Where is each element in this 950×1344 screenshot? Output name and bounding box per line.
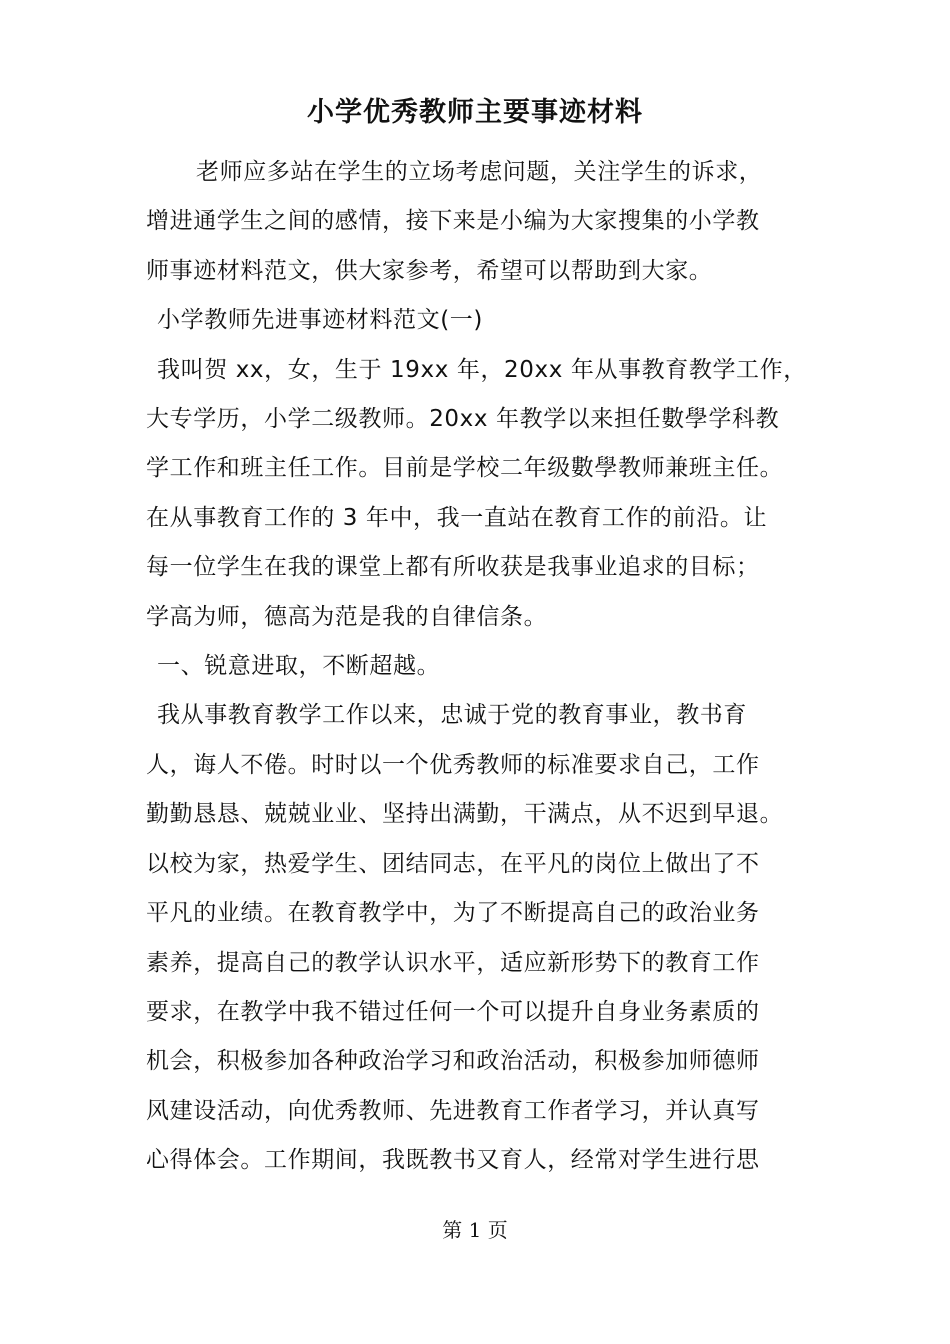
paragraph-line: 平凡的业绩。在教育教学中，为了不断提高自己的政治业务 (146, 900, 760, 927)
paragraph-line: 机会，积极参加各种政治学习和政治活动，积极参加师德师 (146, 1048, 760, 1075)
paragraph-line: 风建设活动，向优秀教师、先进教育工作者学习，并认真写 (146, 1097, 760, 1124)
paragraph-line: 以校为家，热爱学生、团结同志，在平凡的岗位上做出了不 (146, 850, 760, 877)
paragraph-line: 勤勤恳恳、兢兢业业、坚持出满勤，干满点，从不迟到早退。 (146, 801, 784, 828)
document-title: 小学优秀教师主要事迹材料 (307, 97, 643, 128)
paragraph-line: 我从事教育教学工作以来，忠诚于党的教育事业，教书育 (157, 702, 747, 729)
section-heading: 小学教师先进事迹材料范文(一) (157, 307, 483, 334)
paragraph-line: 师事迹材料范文，供大家参考，希望可以帮助到大家。 (146, 257, 713, 284)
paragraph-line: 在从事教育工作的 3 年中，我一直站在教育工作的前沿。让 (146, 504, 768, 531)
document-body (146, 148, 836, 1186)
paragraph-line: 学工作和班主任工作。目前是学校二年级數學教师兼班主任。 (146, 455, 784, 482)
paragraph-line: 大专学历，小学二级教师。20xx 年教学以来担任數學学科教 (146, 406, 780, 433)
section-heading: 一、锐意进取，不断超越。 (157, 653, 441, 680)
paragraph-line: 素养，提高自己的教学认识水平，适应新形势下的教育工作 (146, 949, 760, 976)
paragraph-line: 每一位学生在我的课堂上都有所收获是我事业追求的目标； (146, 554, 760, 581)
paragraph-line: 我叫贺 xx，女，生于 19xx 年，20xx 年从事教育教学工作， (157, 356, 807, 383)
paragraph-line: 心得体会。工作期间，我既教书又育人，经常对学生进行思 (146, 1147, 760, 1174)
page-number: 第 1 页 (442, 1218, 508, 1242)
paragraph-line: 增进通学生之间的感情，接下来是小编为大家搜集的小学教 (146, 208, 760, 235)
paragraph-line: 学高为师，德高为范是我的自律信条。 (146, 603, 548, 630)
paragraph-line: 老师应多站在学生的立场考虑问题，关注学生的诉求， (196, 159, 763, 185)
paragraph-line: 人，诲人不倦。时时以一个优秀教师的标准要求自己，工作 (146, 751, 760, 778)
paragraph-line: 要求，在教学中我不错过任何一个可以提升自身业务素质的 (146, 998, 760, 1025)
